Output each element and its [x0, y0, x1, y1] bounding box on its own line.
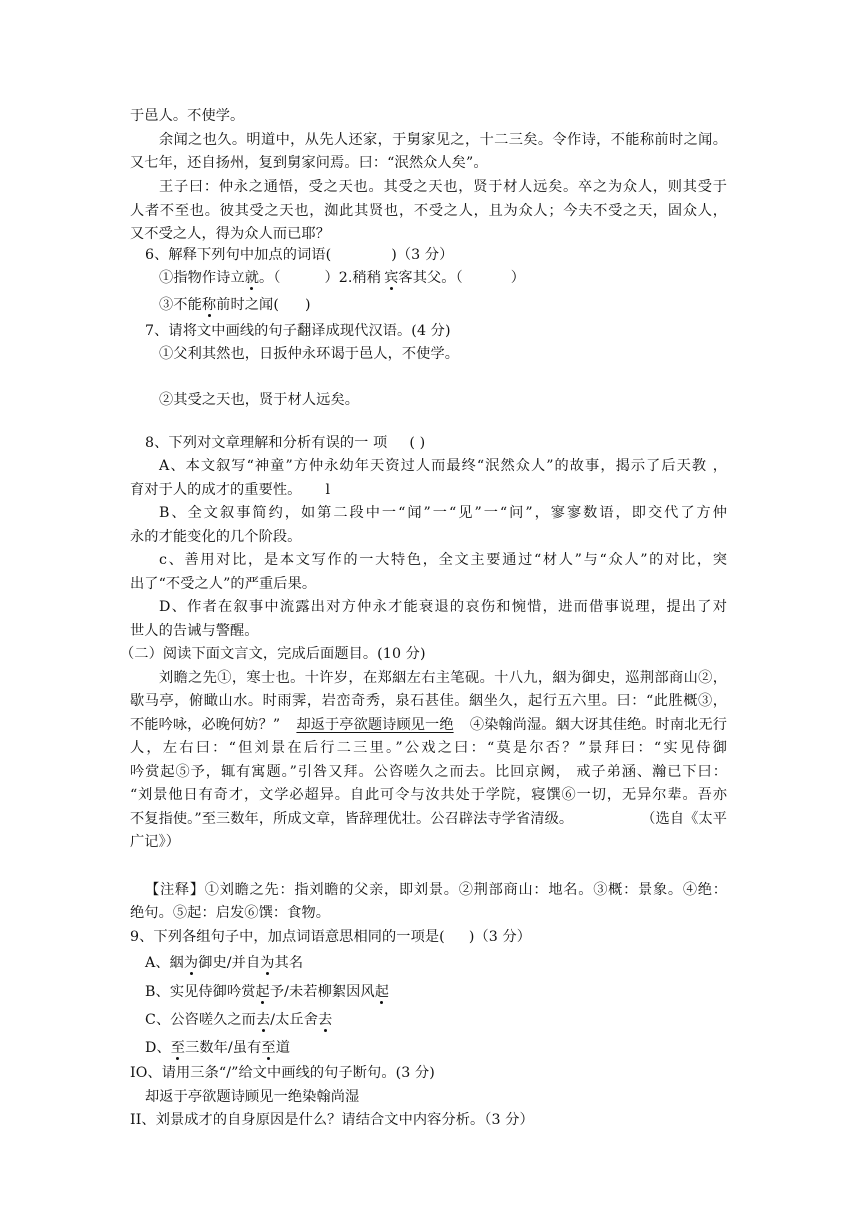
annotation-line: 绝句。⑤起：启发⑥馔：食物。: [130, 905, 331, 921]
question-7-sentence-2: ②其受之天也，贤于材人远矣。: [159, 392, 360, 408]
passage-line: 又七年，还自扬州，复到舅家问焉。曰：“泯然众人矣”。: [130, 155, 488, 171]
dotted-word: 宾: [384, 270, 399, 286]
question-9-option-a: [145, 953, 303, 973]
item-text: ）2.稍稍: [324, 270, 382, 286]
question-8-stem: [145, 433, 425, 453]
dotted-word: 至: [261, 1040, 276, 1056]
dotted-word: 为: [260, 955, 275, 971]
question-6-item3: [159, 295, 311, 315]
question-7-sentence-1: ①父利其然也，日扳仲永环谒于邑人，不使学。: [159, 346, 460, 362]
option-c-line1: c、善用对比，是本文写作的一大特色，全文主要通过“材人”与“众人”的对比，突: [159, 552, 727, 568]
question-text: 6、解释下列句中加点的词语(: [145, 247, 332, 263]
option-b-line2: 永的才能变化的几个阶段。: [130, 529, 302, 545]
option-a-line2: [130, 480, 330, 500]
question-7-stem: 7、请将文中画线的句子翻译成现代汉语。(4 分): [145, 323, 451, 339]
passage-text: 不复指使。”至三数年，所成文章，皆辞理优壮。公召辟法寺学省清级。: [130, 811, 574, 827]
dotted-word: 起: [374, 984, 390, 1000]
question-9-option-c: [145, 1010, 332, 1030]
dotted-word: 就: [244, 270, 260, 286]
question-6-items: [159, 268, 525, 288]
answer-paren: ( ): [409, 435, 426, 451]
passage-line: 于邑人。不使学。: [130, 108, 245, 124]
passage-line: 歇马亭，俯瞰山水。时雨霁，岩峦奇秀，泉石甚佳。絪坐久，起行五六里。曰：“此胜概③，: [130, 693, 727, 709]
stray-mark: l: [325, 482, 331, 498]
passage-line: 人者不至也。彼其受之天也，洳此其贤也，不受之人，且为众人；今夫不受之天，固众人，: [130, 203, 727, 219]
passage-text: ④染翰尚湿。絪大讶其佳绝。时南北无行: [469, 717, 727, 733]
item-text: 。（: [259, 270, 281, 286]
question-6-stem: [145, 245, 453, 265]
option-d-line1: D、作者在叙事中流露出对方仲永才能衰退的哀伤和惋惜，进而借事说理，提出了对: [159, 599, 727, 615]
passage-line: 吟赏起⑤予，辄有寓题。”引咎又拜。公咨嗟久之而去。比回京阙， 戒子弟涵、瀚已下曰：: [130, 764, 727, 780]
question-9-stem: [130, 927, 531, 947]
item-text: ）: [510, 270, 526, 286]
option-b-line1: B、全文叙事简约，如第二段中一“闻”一“见”一“问”，寥寥数语，即交代了方仲: [159, 505, 727, 521]
option-text: C、公咨嗟久之而: [145, 1012, 256, 1028]
passage-line: 余闻之也久。明道中，从先人还家，于舅家见之，十二三矣。令作诗，不能称前时之闻。: [159, 132, 727, 148]
option-text: 道: [275, 1040, 290, 1056]
item-text: ③不能: [159, 297, 202, 313]
passage-line: 人，左右曰：“但刘景在后行二三里。”公戏之曰：“莫是尔否？”景拜曰：“实见侍御: [130, 740, 727, 756]
option-text: B、实见侍御吟赏: [145, 984, 256, 1000]
question-10-stem: IO、请用三条“/”给文中画线的句子断句。(3 分): [130, 1065, 435, 1081]
passage-line: 刘瞻之先①，寒士也。十许岁，在郑絪左右主笔砚。十八九，絪为御史，巡荆部商山②，: [159, 670, 727, 686]
dotted-word: 去: [318, 1012, 333, 1028]
section-2-heading: （二）阅读下面文言文，完成后面题目。(10 分): [120, 646, 426, 662]
source-citation: （选自《太平: [641, 811, 727, 827]
item-text: ①指物作诗立: [159, 270, 245, 286]
source-citation-end: 广记》）: [130, 834, 181, 850]
passage-text: 不能吟咏，必晚何妨？”: [130, 717, 281, 733]
passage-line: “刘景他日有奇才，文学必超异。自此可令与汝共处于学院，寝馔⑥一切，无异尔辈。吾亦: [130, 787, 727, 803]
option-text: 予/未若柳絮因风: [269, 984, 375, 1000]
passage-line: [130, 809, 727, 829]
annotation-line: 【注释】①刘瞻之先：指刘瞻的父亲，即刘景。②荆部商山：地名。③概：景象。④绝：: [145, 882, 727, 898]
option-text: 育对于人的成才的重要性。: [130, 482, 302, 498]
item-text: 客其父。（: [398, 270, 463, 286]
question-9-option-d: [145, 1038, 290, 1058]
option-text: 其名: [274, 955, 304, 971]
question-10-sentence: 却返于亭欲题诗顾见一绝染翰尚湿: [145, 1089, 360, 1105]
question-9-option-b: [145, 982, 389, 1002]
option-d-line2: 世人的告诫与警醒。: [130, 623, 259, 639]
question-score: )（3 分）: [391, 247, 454, 263]
item-text: ): [304, 297, 311, 313]
dotted-word: 起: [255, 984, 270, 1000]
passage-line: [130, 715, 727, 735]
dotted-word: 至: [170, 1040, 186, 1056]
question-text: 8、下列对文章理解和分析有误的一 项: [145, 435, 388, 451]
dotted-word: 去: [255, 1012, 271, 1028]
passage-line: 又不受之人，得为众人而已耶？: [130, 226, 331, 242]
option-a-line1: A、本文叙写“神童”方仲永幼年天资过人而最终“泯然众人”的故事，揭示了后天教 ，: [159, 458, 727, 474]
dotted-word: 称: [201, 297, 217, 313]
underlined-sentence: 却返于亭欲题诗顾见一绝: [296, 717, 454, 733]
option-text: 御史/并自: [198, 955, 261, 971]
question-score: )（3 分）: [468, 929, 532, 945]
option-text: D、: [145, 1040, 171, 1056]
option-text: A、絪: [145, 955, 184, 971]
question-text: 9、下列各组句子中，加点词语意思相同的一项是(: [130, 929, 445, 945]
option-text: 三数年/虽有: [185, 1040, 262, 1056]
passage-line: 王子曰：仲永之通悟，受之天也。其受之天也，贤于材人远矣。卒之为众人，则其受于: [159, 179, 727, 195]
question-11-stem: II、刘景成才的自身原因是什么？请结合文中内容分析。（3 分）: [130, 1112, 534, 1128]
dotted-word: 为: [183, 955, 199, 971]
option-text: /太丘舍: [270, 1012, 319, 1028]
item-text: 前时之闻(: [216, 297, 279, 313]
option-c-line2: 出了“不受之人”的严重后果。: [130, 576, 317, 592]
